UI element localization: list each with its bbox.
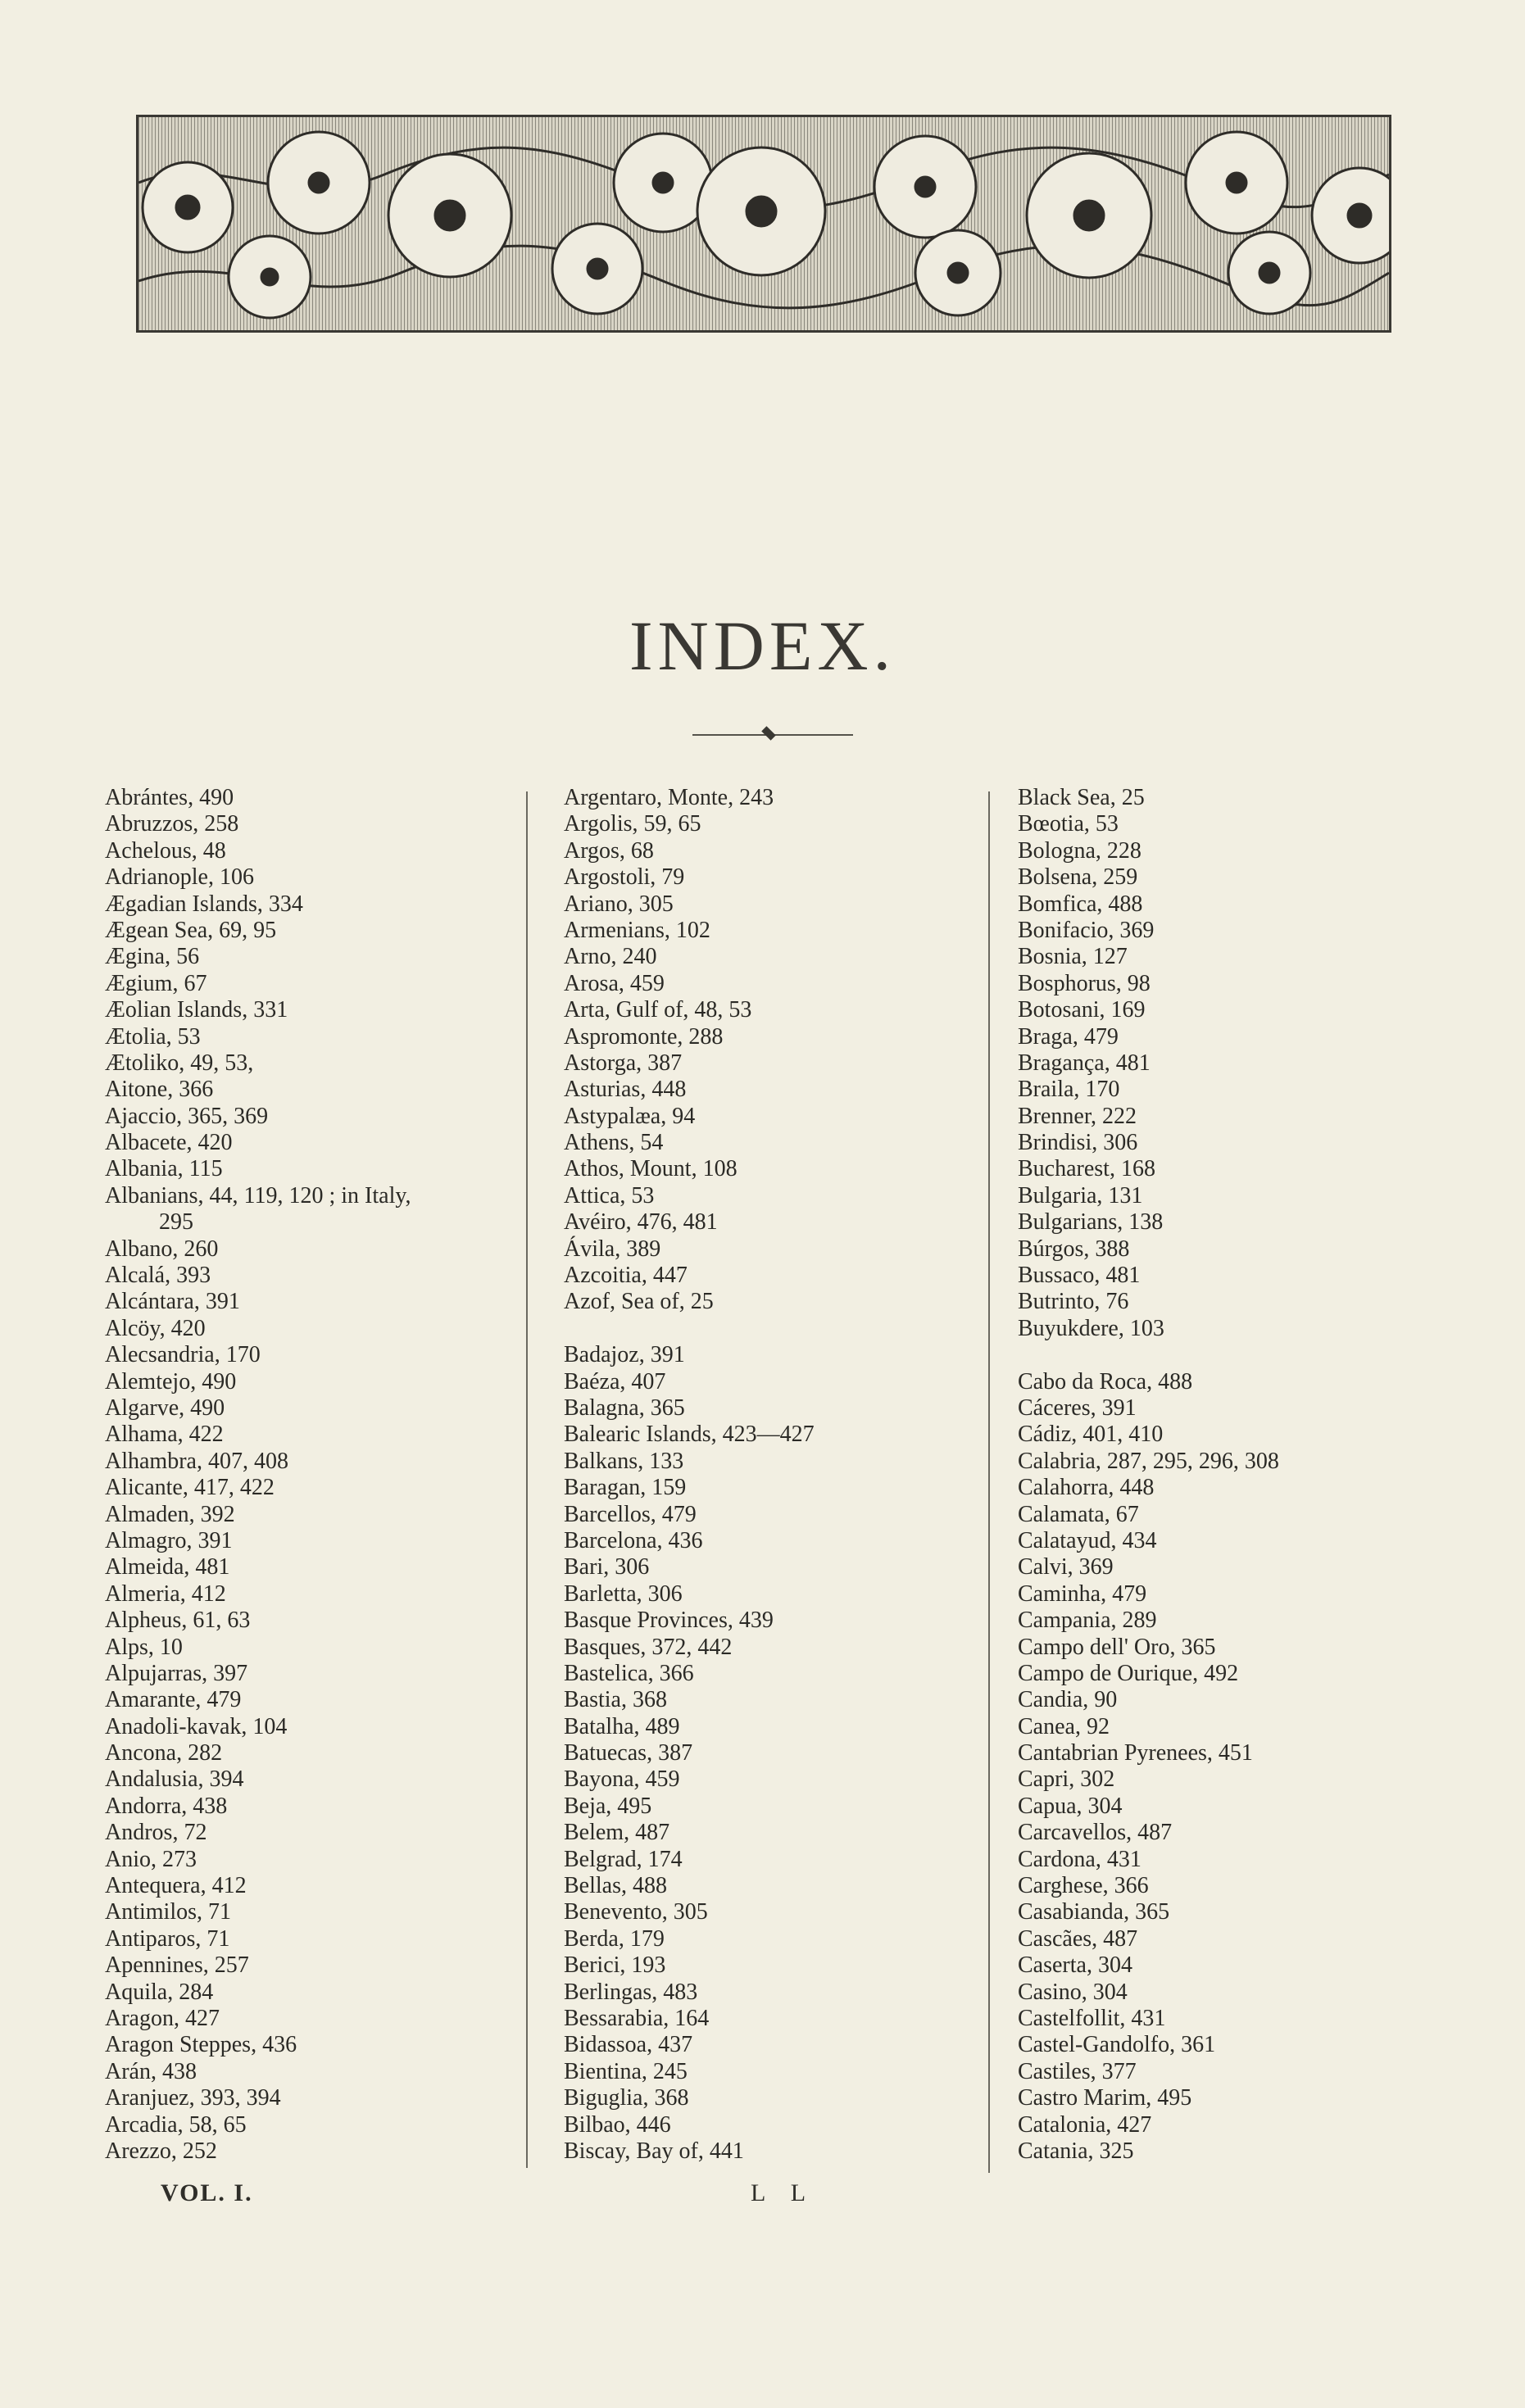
index-entry: Alcalá, 393 (105, 1263, 211, 1289)
index-entry: Bientina, 245 (564, 2058, 688, 2084)
index-entry: Biguglia, 368 (564, 2085, 689, 2111)
index-entry: Amarante, 479 (105, 1687, 242, 1713)
index-entry: Aragon Steppes, 436 (105, 2032, 297, 2058)
index-entry: Calvi, 369 (1018, 1554, 1114, 1580)
index-entry: Arcadia, 58, 65 (105, 2111, 247, 2138)
index-entry: Caminha, 479 (1018, 1580, 1147, 1607)
index-entry: Ætoliko, 49, 53, (105, 1050, 254, 1076)
index-entry: Balkans, 133 (564, 1448, 684, 1474)
index-entry: Candia, 90 (1018, 1687, 1118, 1713)
index-entry: Bragança, 481 (1018, 1050, 1151, 1076)
index-entry: Anadoli-kavak, 104 (105, 1713, 288, 1739)
index-entry: Antimilos, 71 (105, 1899, 232, 1925)
index-entry: Calahorra, 448 (1018, 1475, 1155, 1501)
index-entry: Ætolia, 53 (105, 1023, 201, 1050)
index-entry: Bidassoa, 437 (564, 2032, 693, 2058)
index-entry: Avéiro, 476, 481 (564, 1209, 718, 1236)
index-entry: Bari, 306 (564, 1554, 650, 1580)
index-entry: Capua, 304 (1018, 1793, 1123, 1819)
index-entry: Bosnia, 127 (1018, 944, 1128, 970)
letter-section-gap (564, 1316, 990, 1342)
floral-ornament-icon (138, 117, 1389, 330)
index-entry: Æolian Islands, 331 (105, 997, 288, 1023)
index-entry: Berici, 193 (564, 1952, 666, 1979)
index-entry: Athens, 54 (564, 1130, 664, 1156)
index-entry: Basque Provinces, 439 (564, 1608, 774, 1634)
index-entry: Bayona, 459 (564, 1766, 680, 1793)
index-entry: Arno, 240 (564, 944, 657, 970)
index-entry: Andorra, 438 (105, 1793, 228, 1819)
divider-diamond-icon (761, 726, 776, 741)
index-entry: Ægina, 56 (105, 944, 200, 970)
index-entry: Bellas, 488 (564, 1873, 667, 1899)
index-entry: Barcellos, 479 (564, 1501, 697, 1527)
index-column-3 (1018, 785, 1444, 2165)
index-entry: Catalonia, 427 (1018, 2111, 1152, 2138)
index-entry: Aitone, 366 (105, 1077, 214, 1103)
index-entry: Achelous, 48 (105, 837, 226, 864)
index-entry: Alhama, 422 (105, 1422, 224, 1448)
index-entry: Arosa, 459 (564, 970, 665, 996)
letter-section-gap (1018, 1342, 1444, 1368)
index-entry: Alpujarras, 397 (105, 1660, 248, 1686)
index-entry: Albano, 260 (105, 1236, 219, 1262)
index-entry: Canea, 92 (1018, 1713, 1110, 1739)
index-column-2 (564, 785, 990, 2165)
index-entry: Calatayud, 434 (1018, 1527, 1157, 1553)
index-entry: Cascães, 487 (1018, 1925, 1138, 1952)
index-entry: Arán, 438 (105, 2058, 197, 2084)
index-entry: Barcelona, 436 (564, 1527, 703, 1553)
index-entry: Arezzo, 252 (105, 2138, 217, 2164)
index-entry: Alcántara, 391 (105, 1289, 240, 1315)
index-entry: Antequera, 412 (105, 1873, 247, 1899)
index-entry: Alhambra, 407, 408 (105, 1448, 288, 1474)
volume-label: VOL. I. (161, 2179, 253, 2206)
index-entry: Anio, 273 (105, 1846, 197, 1872)
index-entry: Catania, 325 (1018, 2138, 1134, 2164)
index-entry: Barletta, 306 (564, 1580, 683, 1607)
index-entry: Almagro, 391 (105, 1527, 233, 1553)
index-entry: Baéza, 407 (564, 1368, 666, 1394)
index-entry: Argos, 68 (564, 837, 654, 864)
index-entry: Albania, 115 (105, 1156, 223, 1182)
index-entry: Azof, Sea of, 25 (564, 1289, 714, 1315)
index-entry: Argolis, 59, 65 (564, 811, 701, 837)
index-entry: Cáceres, 391 (1018, 1394, 1137, 1421)
index-entry: Capri, 302 (1018, 1766, 1115, 1793)
index-entry: Ancona, 282 (105, 1740, 223, 1766)
index-entry: Algarve, 490 (105, 1394, 225, 1421)
index-entry: Armenians, 102 (564, 917, 710, 943)
index-entry: Arta, Gulf of, 48, 53 (564, 997, 752, 1023)
index-entry: Alps, 10 (105, 1634, 183, 1660)
index-entry: Bulgarians, 138 (1018, 1209, 1164, 1236)
index-entry: Adrianople, 106 (105, 864, 254, 891)
index-entry: Balagna, 365 (564, 1394, 685, 1421)
index-entry: Alicante, 417, 422 (105, 1475, 275, 1501)
index-entry: Abrántes, 490 (105, 785, 234, 810)
index-entry: Alemtejo, 490 (105, 1368, 237, 1394)
index-entry: Albanians, 44, 119, 120 ; in Italy, (105, 1182, 411, 1209)
index-entry: Azcoitia, 447 (564, 1263, 688, 1289)
index-entry: Cardona, 431 (1018, 1846, 1141, 1872)
index-entry: Búrgos, 388 (1018, 1236, 1130, 1262)
signature-mark: L L (751, 2179, 816, 2206)
index-entry: Belem, 487 (564, 1820, 670, 1846)
index-entry: Castiles, 377 (1018, 2058, 1137, 2084)
index-entry: Bulgaria, 131 (1018, 1182, 1143, 1209)
index-entry: Campo dell' Oro, 365 (1018, 1634, 1216, 1660)
index-entry: Braila, 170 (1018, 1077, 1120, 1103)
index-entry: Casino, 304 (1018, 1979, 1128, 2005)
index-entry: Carghese, 366 (1018, 1873, 1149, 1899)
index-entry: Almaden, 392 (105, 1501, 235, 1527)
decorative-floral-banner (136, 115, 1391, 333)
index-entry: Argentaro, Monte, 243 (564, 785, 774, 810)
index-entry: Alecsandria, 170 (105, 1342, 261, 1368)
index-column-1 (105, 785, 531, 2165)
index-entry: Botosani, 169 (1018, 997, 1146, 1023)
index-entry: Alcöy, 420 (105, 1315, 206, 1341)
index-entry: Caserta, 304 (1018, 1952, 1132, 1979)
index-entry: Ajaccio, 365, 369 (105, 1103, 269, 1129)
index-entry: Casabianda, 365 (1018, 1899, 1170, 1925)
index-entry: Bonifacio, 369 (1018, 917, 1155, 943)
index-entry: Bomfica, 488 (1018, 891, 1143, 917)
index-entry: Apennines, 257 (105, 1952, 249, 1979)
index-entry: Balearic Islands, 423—427 (564, 1422, 815, 1448)
index-entry: Calabria, 287, 295, 296, 308 (1018, 1448, 1279, 1474)
index-entry: Astypalæa, 94 (564, 1103, 696, 1129)
index-entry: Aquila, 284 (105, 1979, 214, 2005)
index-entry: Ægadian Islands, 334 (105, 891, 303, 917)
index-entry: Castelfollit, 431 (1018, 2005, 1166, 2031)
index-entry: Albacete, 420 (105, 1130, 233, 1156)
index-entry: Bosphorus, 98 (1018, 970, 1151, 996)
index-entry: Astorga, 387 (564, 1050, 683, 1076)
index-entry: Abruzzos, 258 (105, 811, 239, 837)
index-entry: Campo de Ourique, 492 (1018, 1660, 1239, 1686)
index-entry: Buyukdere, 103 (1018, 1315, 1164, 1341)
index-entry: Bussaco, 481 (1018, 1263, 1141, 1289)
column-divider (526, 791, 528, 2168)
index-entry: Batuecas, 387 (564, 1740, 693, 1766)
index-entry: Cabo da Roca, 488 (1018, 1368, 1193, 1394)
index-entry: Castel-Gandolfo, 361 (1018, 2032, 1216, 2058)
index-entry: Andalusia, 394 (105, 1766, 244, 1793)
page-title: INDEX. (629, 606, 896, 685)
index-entry: Aspromonte, 288 (564, 1023, 724, 1050)
index-entry: Braga, 479 (1018, 1023, 1119, 1050)
index-entry: Belgrad, 174 (564, 1846, 683, 1872)
index-entry: Asturias, 448 (564, 1077, 687, 1103)
index-entry: Athos, Mount, 108 (564, 1156, 738, 1182)
index-entry-continuation: 295 (159, 1209, 193, 1236)
index-entry: Bolsena, 259 (1018, 864, 1138, 891)
index-entry: Biscay, Bay of, 441 (564, 2138, 744, 2164)
index-entry: Almeida, 481 (105, 1554, 230, 1580)
index-entry: Bastelica, 366 (564, 1660, 694, 1686)
index-entry: Badajoz, 391 (564, 1342, 685, 1368)
index-entry: Cantabrian Pyrenees, 451 (1018, 1740, 1253, 1766)
index-entry: Brenner, 222 (1018, 1103, 1137, 1129)
index-entry: Basques, 372, 442 (564, 1634, 733, 1660)
index-entry: Batalha, 489 (564, 1713, 680, 1739)
column-divider (988, 791, 990, 2173)
index-entry: Ægean Sea, 69, 95 (105, 917, 277, 943)
index-entry: Castro Marim, 495 (1018, 2085, 1192, 2111)
index-entry: Alpheus, 61, 63 (105, 1608, 251, 1634)
index-entry: Calamata, 67 (1018, 1501, 1139, 1527)
index-entry: Benevento, 305 (564, 1899, 708, 1925)
index-entry: Bœotia, 53 (1018, 811, 1119, 837)
index-entry: Carcavellos, 487 (1018, 1820, 1173, 1846)
index-entry: Ægium, 67 (105, 970, 207, 996)
index-entry: Beja, 495 (564, 1793, 652, 1819)
index-entry: Argostoli, 79 (564, 864, 685, 891)
index-entry: Berlingas, 483 (564, 1979, 698, 2005)
index-entry: Ariano, 305 (564, 891, 674, 917)
index-entry: Cádiz, 401, 410 (1018, 1422, 1164, 1448)
index-entry: Almeria, 412 (105, 1580, 226, 1607)
index-entry: Antiparos, 71 (105, 1925, 230, 1952)
index-entry: Brindisi, 306 (1018, 1130, 1138, 1156)
index-entry: Aranjuez, 393, 394 (105, 2085, 281, 2111)
index-entry: Butrinto, 76 (1018, 1289, 1129, 1315)
index-entry: Bucharest, 168 (1018, 1156, 1155, 1182)
index-entry: Aragon, 427 (105, 2005, 220, 2031)
index-entry: Berda, 179 (564, 1925, 665, 1952)
index-entry: Baragan, 159 (564, 1475, 687, 1501)
index-entry: Bastia, 368 (564, 1687, 667, 1713)
index-entry: Bilbao, 446 (564, 2111, 671, 2138)
index-entry: Bologna, 228 (1018, 837, 1141, 864)
index-entry: Campania, 289 (1018, 1608, 1157, 1634)
index-entry: Ávila, 389 (564, 1236, 661, 1262)
index-entry: Andros, 72 (105, 1820, 207, 1846)
index-entry: Attica, 53 (564, 1182, 655, 1209)
index-entry: Black Sea, 25 (1018, 785, 1145, 810)
index-entry: Bessarabia, 164 (564, 2005, 710, 2031)
